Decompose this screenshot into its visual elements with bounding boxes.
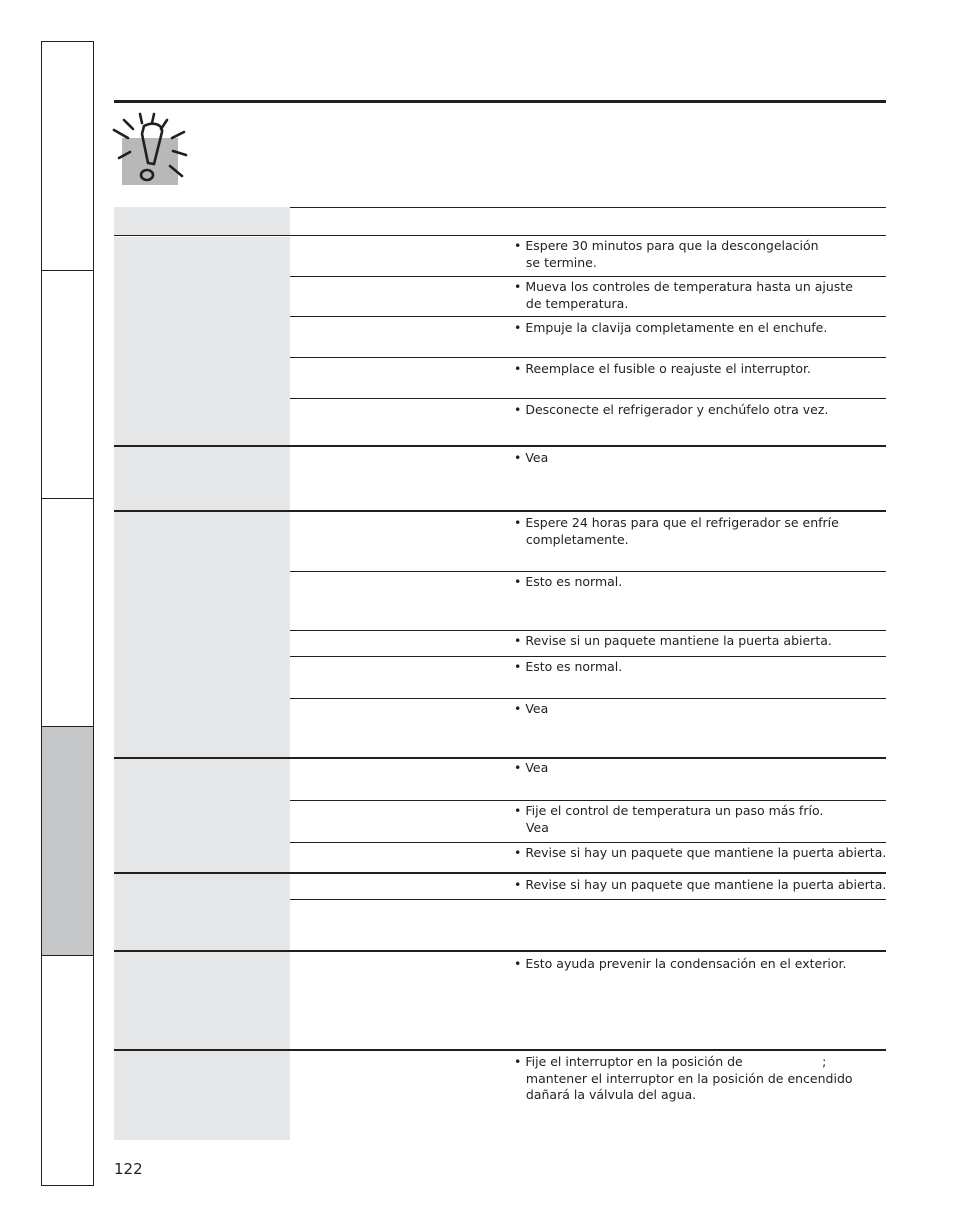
group-divider [114, 757, 886, 759]
group-divider [114, 950, 886, 952]
side-tab-1[interactable] [41, 41, 94, 271]
solution-text: • Revise si un paquete mantiene la puerta abierta. [514, 633, 832, 648]
row-divider [290, 357, 886, 358]
table-top-rule [290, 207, 886, 208]
group-divider [114, 445, 886, 447]
exclamation-light-icon [112, 110, 192, 190]
side-tab-4-active[interactable] [41, 726, 94, 956]
solution-text: • Fije el interruptor en la posición de ; mantener el interruptor en la posición de encendido dañará la válvula del agua. [514, 1054, 853, 1102]
solution-text: • Revise si hay un paquete que mantiene la puerta abierta. [514, 877, 887, 892]
solution-text: • Espere 30 minutos para que la descongelación se termine. [514, 238, 819, 270]
row-divider [290, 398, 886, 399]
group-divider [114, 235, 886, 236]
solution-text: • Espere 24 horas para que el refrigerador se enfríe completamente. [514, 515, 839, 547]
row-divider [290, 316, 886, 317]
solution-text: • Vea [514, 450, 549, 465]
row-divider [290, 899, 886, 900]
problem-cell-4 [114, 759, 290, 872]
group-divider [114, 1049, 886, 1051]
row-divider [290, 842, 886, 843]
solution-text: • Esto ayuda prevenir la condensación en el exterior. [514, 956, 847, 971]
group-divider [114, 872, 886, 874]
problem-cell-5 [114, 874, 290, 950]
solution-text: • Fije el control de temperatura un paso más frío. Vea [514, 803, 824, 835]
solution-text: • Reemplace el fusible o reajuste el interruptor. [514, 361, 812, 376]
solution-text: • Revise si hay un paquete que mantiene la puerta abierta. [514, 845, 887, 860]
row-divider [290, 800, 886, 801]
solution-text: • Vea [514, 760, 549, 775]
header-rule [114, 100, 886, 103]
problem-cell-2 [114, 447, 290, 510]
row-divider [290, 630, 886, 631]
solution-text: • Empuje la clavija completamente en el enchufe. [514, 320, 828, 335]
solution-text: • Mueva los controles de temperatura hasta un ajuste de temperatura. [514, 279, 853, 311]
row-divider [290, 656, 886, 657]
solution-text: • Desconecte el refrigerador y enchúfelo otra vez. [514, 402, 829, 417]
problem-cell-7 [114, 1051, 290, 1140]
row-divider [290, 571, 886, 572]
problem-cell-6 [114, 952, 290, 1049]
side-tab-3[interactable] [41, 498, 94, 727]
group-divider [114, 510, 886, 512]
solution-text: • Vea [514, 701, 549, 716]
row-divider [290, 698, 886, 699]
page-number: 122 [114, 1160, 143, 1178]
side-tab-5[interactable] [41, 955, 94, 1186]
row-divider [290, 276, 886, 277]
solution-text: • Esto es normal. [514, 659, 623, 674]
table-header-cell [114, 207, 290, 235]
side-tab-2[interactable] [41, 270, 94, 499]
solution-text: • Esto es normal. [514, 574, 623, 589]
problem-cell-3 [114, 512, 290, 757]
problem-cell-1 [114, 237, 290, 445]
